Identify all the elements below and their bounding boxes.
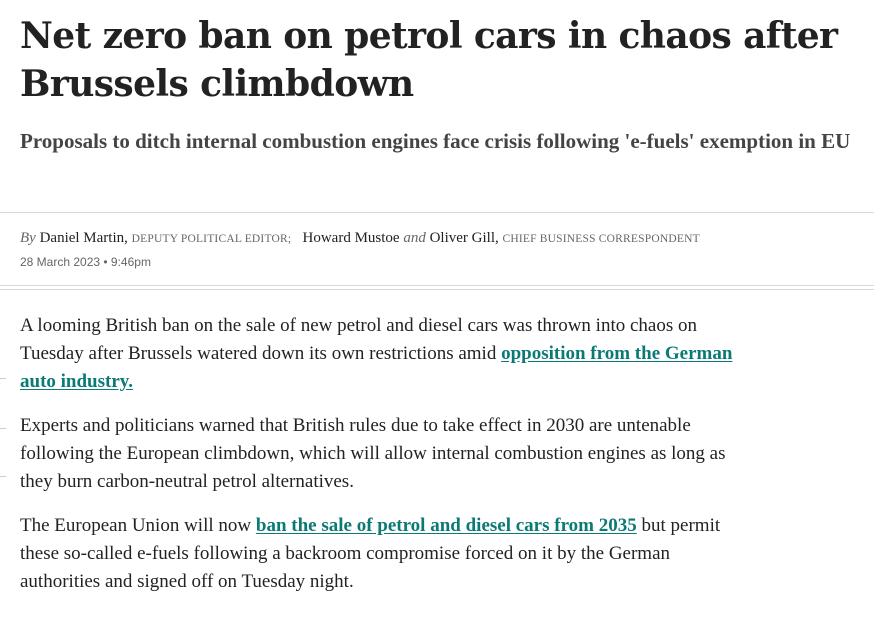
author-link-oliver-gill[interactable]: Oliver Gill, <box>429 230 499 246</box>
byline <box>20 228 860 249</box>
inline-link[interactable]: opposition from the German auto industry. <box>20 343 733 392</box>
divider <box>0 285 874 290</box>
byline-by-label: By <box>20 230 36 246</box>
gutter-mark <box>0 476 6 477</box>
gutter-mark <box>0 378 6 379</box>
paragraph <box>20 312 735 396</box>
publish-date: 28 March 2023 • 9:46pm <box>20 255 151 269</box>
paragraph: Experts and politicians warned that British rules due to take effect in 2030 are untenable following the European climbdown, which will allow internal combustion engines as long as they burn carbon-neutral petrol alternatives. <box>20 415 726 492</box>
author-role: CHIEF BUSINESS CORRESPONDENT <box>502 233 700 245</box>
headline: Net zero ban on petrol cars in chaos after Brussels climbdown <box>20 15 838 105</box>
paragraph-text: A looming British ban on the sale of new petrol and diesel cars was thrown into chaos on Tuesday after Brussels watered down its own restrictions amid <box>20 315 698 364</box>
paragraph <box>20 512 735 596</box>
paragraph-text: The European Union will now <box>20 515 256 536</box>
paragraph-text: but permit these so-called e-fuels following a backroom compromise forced on it by the German authorities and signed off on Tuesday night. <box>20 515 721 592</box>
divider <box>0 212 874 213</box>
author-role: DEPUTY POLITICAL EDITOR; <box>131 233 292 245</box>
article-body <box>20 312 735 612</box>
gutter-mark <box>0 428 6 429</box>
author-link-howard-mustoe[interactable]: Howard Mustoe <box>302 230 400 246</box>
standfirst: Proposals to ditch internal combustion engines face crisis following 'e-fuels' exemption in EU <box>20 129 851 153</box>
byline-and-label: and <box>403 230 426 246</box>
author-link-daniel-martin[interactable]: Daniel Martin, <box>39 230 128 246</box>
inline-link[interactable]: ban the sale of petrol and diesel cars from 2035 <box>255 515 637 536</box>
